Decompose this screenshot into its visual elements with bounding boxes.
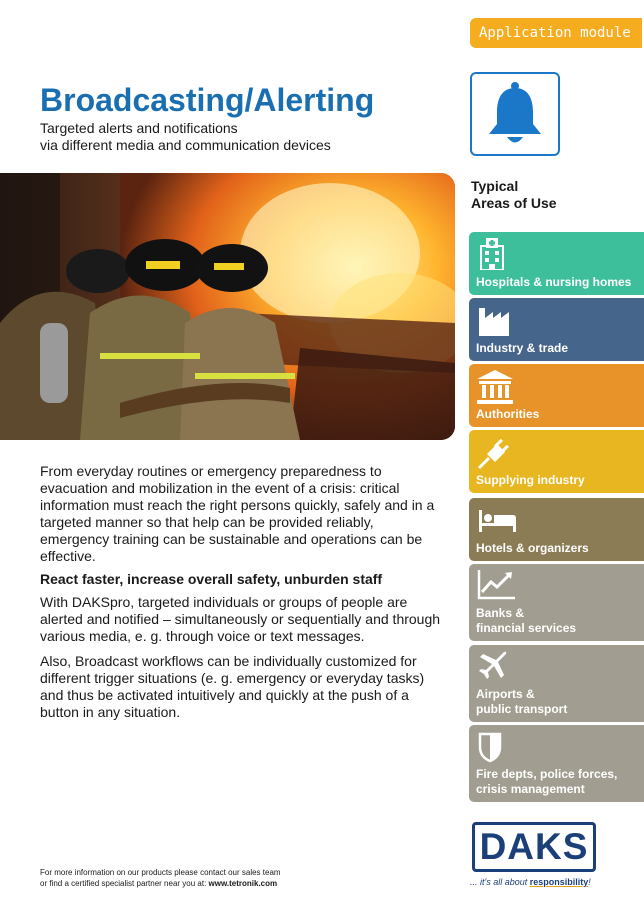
area-tile-banks xyxy=(469,564,644,641)
areas-heading xyxy=(471,178,557,212)
body-paragraph-2: Also, Broadcast workflows can be individually customized for different trigger situations (e. g. emergency or everyday tasks) and thus be activated intuitively and quickly at the push of a button in any situation. xyxy=(40,653,425,720)
area-tile-hospitals xyxy=(469,232,644,295)
area-label-banks: Banks & financial services xyxy=(476,606,577,635)
area-label-fire-depts: Fire depts, police forces, crisis management xyxy=(476,767,618,796)
tagline-suffix: ! xyxy=(588,877,591,887)
hospital-icon xyxy=(477,238,507,270)
area-tile-fire-depts xyxy=(469,725,644,802)
plug-icon xyxy=(477,436,511,470)
bell-icon xyxy=(483,80,547,148)
areas-heading-line-2: Areas of Use xyxy=(471,195,557,211)
area-tile-airports xyxy=(469,645,644,722)
intro-paragraph: From everyday routines or emergency preparedness to evacuation and mobilization in the event of a crisis: critical information must reach the right persons quickly, safely and in a targeted manner so that help can be provided reliably, emergency training can be sustainable and operations can be effective. xyxy=(40,463,435,564)
footer-line-1: For more information on our products please contact our sales team xyxy=(40,868,281,877)
footer-website-link[interactable]: www.tetronik.com xyxy=(208,879,278,888)
tagline-prefix: ... it's all about xyxy=(470,877,530,887)
body-paragraph-1: With DAKSpro, targeted individuals or groups of people are alerted and notified – simultaneously or sequentially and through various media, e. g. through voice or text messages. xyxy=(40,594,441,644)
area-label-authorities: Authorities xyxy=(476,407,540,421)
firefighters-photo xyxy=(0,173,455,440)
bed-icon xyxy=(477,504,517,534)
subtitle-line-2: via different media and communication devices xyxy=(40,137,331,153)
area-tile-supplying xyxy=(469,430,644,493)
chart-icon xyxy=(477,570,515,600)
area-tile-industry xyxy=(469,298,644,361)
footer-line-2 xyxy=(40,878,281,889)
area-label-airports: Airports & public transport xyxy=(476,687,568,716)
section-subheading: React faster, increase overall safety, unburden staff xyxy=(40,571,383,587)
subtitle-line-1: Targeted alerts and notifications xyxy=(40,120,238,136)
application-module-badge: Application module xyxy=(470,18,642,48)
page-title: Broadcasting/Alerting xyxy=(40,82,375,118)
daks-logo-text: DAKS xyxy=(479,826,589,867)
module-icon-box xyxy=(470,72,560,156)
page-subtitle xyxy=(40,120,331,154)
areas-heading-line-1: Typical xyxy=(471,178,519,194)
area-label-industry: Industry & trade xyxy=(476,341,569,355)
plane-icon xyxy=(477,651,509,683)
area-tile-hotels xyxy=(469,498,644,561)
factory-icon xyxy=(477,304,511,336)
footer-contact xyxy=(40,867,281,889)
area-label-hotels: Hotels & organizers xyxy=(476,541,589,555)
shield-icon xyxy=(477,731,503,763)
daks-logo xyxy=(472,822,596,872)
building-icon xyxy=(477,370,513,404)
area-label-hospitals: Hospitals & nursing homes xyxy=(476,275,632,289)
area-label-supplying: Supplying industry xyxy=(476,473,585,487)
footer-line-2-text: or find a certified specialist partner near you at: xyxy=(40,879,209,888)
logo-tagline xyxy=(470,877,591,887)
area-tile-authorities xyxy=(469,364,644,427)
tagline-bold: responsibility xyxy=(529,877,589,887)
